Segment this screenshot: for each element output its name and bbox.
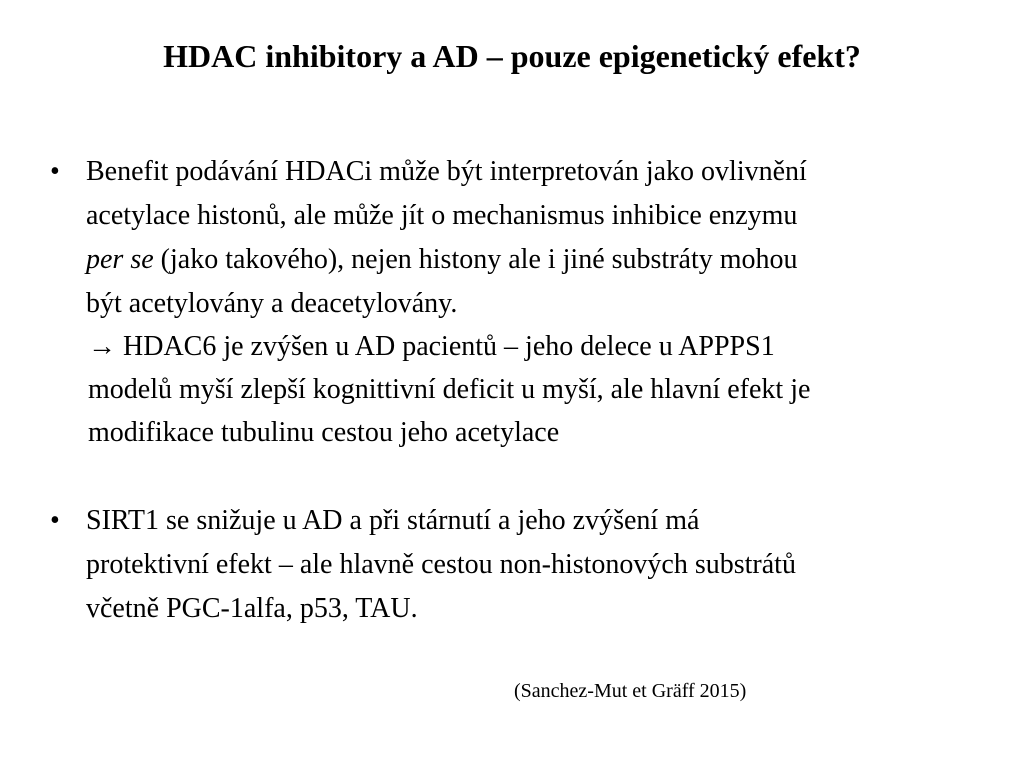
- bullet-line: protektivní efekt – ale hlavně cestou non-histonových substrátů: [86, 549, 796, 580]
- bullet-line-rest: (jako takového), nejen histony ale i jiné substráty mohou: [153, 244, 798, 275]
- bullet-marker: •: [50, 156, 60, 187]
- bullet-line: Benefit podávání HDACi může být interpretován jako ovlivnění: [86, 156, 807, 187]
- bullet-item-sirt1: [50, 499, 990, 631]
- subparagraph-line: → HDAC6 je zvýšen u AD pacientů – jeho delece u APPPS1: [88, 331, 775, 362]
- bullet-line-mixed: [86, 238, 981, 282]
- slide-title: HDAC inhibitory a AD – pouze epigenetický efekt?: [163, 38, 861, 74]
- bullet-line: být acetylovány a deacetylovány.: [86, 288, 458, 319]
- bullet-item-hdaci-benefit: [50, 150, 990, 326]
- bullet-line: SIRT1 se snižuje u AD a při stárnutí a jeho zvýšení má: [86, 505, 700, 536]
- bullet-text: [86, 150, 981, 326]
- hdac6-subparagraph: [86, 325, 986, 454]
- italic-phrase: per se: [86, 244, 154, 275]
- bullet-line: včetně PGC-1alfa, p53, TAU.: [86, 593, 418, 624]
- subparagraph-line: modifikace tubulinu cestou jeho acetylace: [88, 417, 560, 448]
- bullet-marker: •: [50, 505, 60, 536]
- subparagraph-line: modelů myší zlepší kognittivní deficit u myší, ale hlavní efekt je: [88, 374, 811, 405]
- bullet-line: acetylace histonů, ale může jít o mechanismus inhibice enzymu: [86, 200, 798, 231]
- citation: (Sanchez-Mut et Gräff 2015): [514, 680, 747, 702]
- bullet-text: [86, 499, 981, 631]
